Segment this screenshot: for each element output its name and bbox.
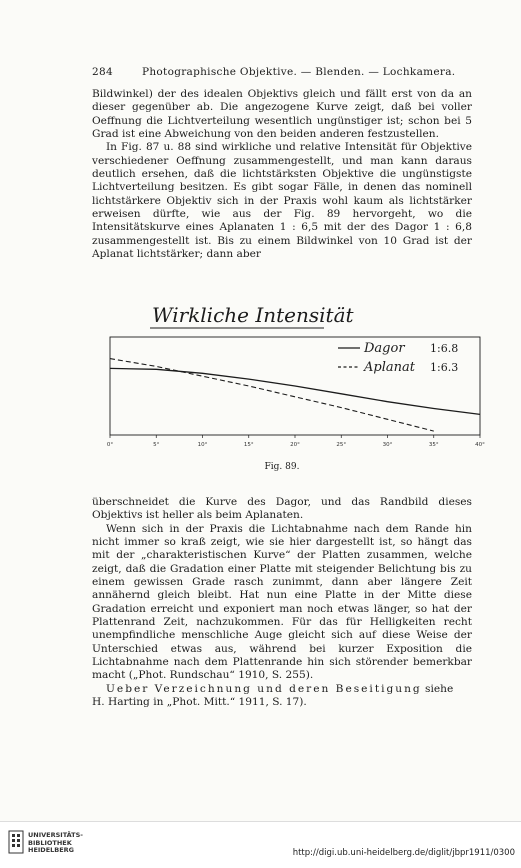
legend-label: Dagor — [364, 341, 405, 356]
library-logo-icon — [8, 830, 24, 854]
library-footer — [0, 821, 521, 868]
library-name-line: BIBLIOTHEK — [28, 838, 72, 847]
paragraph: Wenn sich in der Praxis die Lichtabnahme nach dem Rande hin nicht immer so kraß zeigt, wie sie hier dargestellt ist, so hängt das mit der „charakteristischen Kurve“ der Platten zusammen, welche zeigt, daß die Gradation einer Platte mit steigender Belichtung bis zu einem gewissen Grade rasch zunimmt, dann aber längere Zeit annähernd gleich bleibt. Hat nun eine Platte in der Mitte diese Gradation erreicht und exponiert man noch etwas länger, so hat der Plattenrand Zeit, nachzukommen. Für das für Helligkeiten recht unempfindliche menschliche Auge gleicht sich auf diese Weise der Unterschied etwas aus, während bei kurzer Exposition die Lichtabnahme nach dem Plattenrande hin sich störender bemerkbar macht („Phot. Rundschau“ 1910, S. 255). — [92, 522, 472, 682]
plot-area — [107, 337, 485, 448]
intensity-chart — [92, 292, 492, 452]
chart-legend — [338, 341, 458, 375]
x-tick-label: 15° — [243, 442, 254, 448]
series-line-dagor — [110, 368, 480, 414]
x-tick-label: 0° — [106, 442, 114, 448]
library-name — [28, 832, 83, 855]
text-fragment: H. Harting in „Phot. Mitt.“ 1911, S. 17). — [92, 696, 307, 709]
text-block-bottom — [92, 496, 472, 710]
text-block-top — [92, 88, 472, 261]
x-tick-label: 35° — [428, 442, 439, 448]
x-tick-label: 25° — [336, 442, 347, 448]
x-tick-label: 5° — [153, 442, 160, 448]
library-name-line: UNIVERSITÄTS- — [28, 831, 83, 839]
running-title: Photographische Objektive. — Blenden. — Lochkamera. — [142, 66, 456, 78]
x-tick-label: 40° — [475, 442, 485, 448]
page-number: 284 — [92, 66, 113, 78]
figure-caption: Fig. 89. — [264, 462, 300, 472]
paragraph: In Fig. 87 u. 88 sind wirkliche und relative Intensität für Objektive verschiedener Oeffnung zusammengestellt, und man kann daraus deutlich ersehen, daß die lichtstärksten Objektive die ungünstigste Lichtverteilung besitzen. Es gibt sogar Fälle, in denen das nominell lichtstärkere Objektiv sich in der Praxis wohl kaum als lichtstärker erweisen dürfte, wie aus der Fig. 89 hervorgeht, wo die Intensitätskurve eines Aplanaten 1 : 6,5 mit der des Dagor 1 : 6,8 zusammengestellt ist. Bis zu einem Bildwinkel von 10 Grad ist der Aplanat lichtstärker; dann aber — [92, 141, 472, 261]
legend-ratio: 1:6.3 — [430, 361, 459, 374]
x-tick-label: 30° — [382, 442, 393, 448]
source-url-link[interactable]: http://digi.ub.uni-heidelberg.de/diglit/jbpr1911/0300 — [292, 848, 515, 858]
paragraph: überschneidet die Kurve des Dagor, und das Randbild dieses Objektivs ist heller als beim Aplanaten. — [92, 496, 472, 522]
library-name-line: HEIDELBERG — [28, 846, 75, 854]
text-fragment: siehe — [421, 682, 454, 695]
x-tick-label: 10° — [197, 442, 208, 448]
paragraph: Bildwinkel) der des idealen Objektivs gleich und fällt erst von da an dieser gegenüber ab. Die angezogene Kurve zeigt, daß bei voller Oeffnung die Lichtverteilung wesentlich ungünstiger ist; schon bei 5 Grad ist eine Abweichung von den beiden anderen festzustellen. — [92, 88, 472, 141]
paragraph-reference — [92, 683, 472, 710]
chart-title: Wirkliche Intensität — [152, 303, 354, 327]
spaced-text: Ueber Verzeichnung und deren Beseitigung — [106, 682, 422, 695]
x-tick-label: 20° — [290, 442, 300, 448]
legend-label: Aplanat — [364, 360, 415, 375]
legend-ratio: 1:6.8 — [430, 342, 459, 355]
